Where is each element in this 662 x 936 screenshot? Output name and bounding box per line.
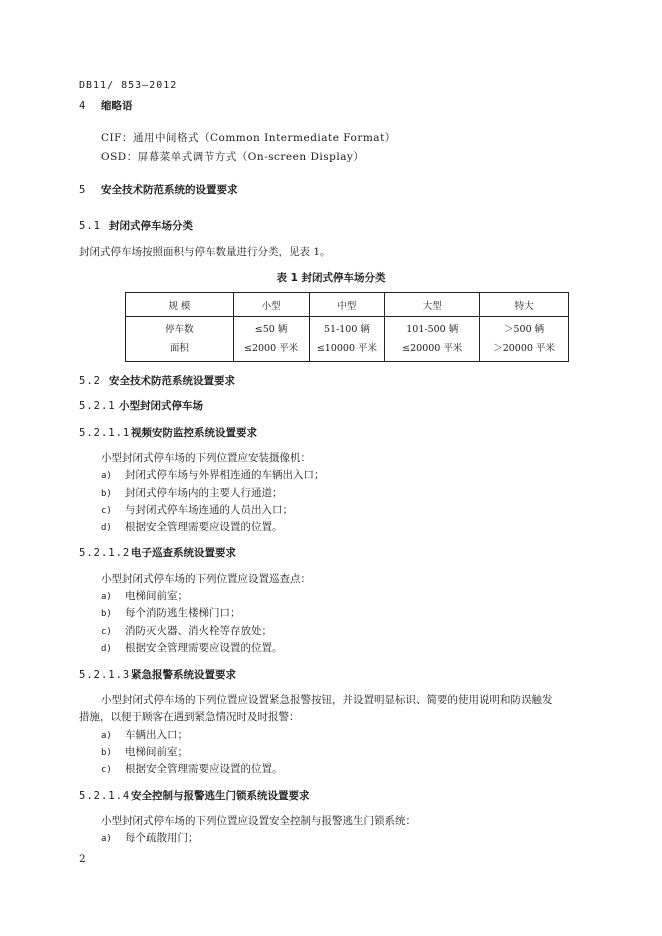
- section-title: 缩略语: [101, 100, 133, 112]
- list-text: 电梯间前室；: [125, 590, 188, 602]
- list-text: 根据安全管理需要应设置的位置。: [125, 521, 283, 533]
- section-number: 5.2.1: [79, 400, 116, 412]
- table-cell-value: ≤2000 平米: [243, 343, 299, 354]
- section-title: 视频安防监控系统设置要求: [131, 427, 257, 439]
- section-title: 电子巡查系统设置要求: [131, 547, 236, 559]
- list-item: [101, 485, 283, 500]
- section-5-1-paragraph: 封闭式停车场按照面积与停车数量进行分类，见表 1。: [79, 246, 331, 258]
- section-5-1-heading: [79, 218, 193, 233]
- table-header-row: [126, 293, 569, 317]
- section-title: 安全技术防范系统的设置要求: [101, 184, 238, 196]
- table-row-labels: [126, 317, 234, 362]
- section-number: 5.2.1.3: [79, 669, 131, 681]
- list-item: [101, 588, 188, 603]
- list-text: 根据安全管理需要应设置的位置。: [125, 763, 283, 775]
- classification-table: [125, 292, 569, 362]
- table-cell-value: ≤50 辆: [254, 324, 288, 335]
- section-5-2-1-3-intro-line-1: 小型封闭式停车场的下列位置应设置紧急报警按钮，并设置明显标识、简要的使用说明和防误触发: [101, 694, 553, 706]
- section-number: 5.1: [79, 220, 101, 232]
- table-cell-value: 101-500 辆: [406, 324, 459, 335]
- row-label-area: 面积: [169, 343, 189, 354]
- list-marker: a): [101, 592, 112, 602]
- list-text: 封闭式停车场与外界相连通的车辆出入口；: [125, 469, 325, 481]
- section-5-2-1-2-heading: [79, 545, 236, 560]
- table-body-row: [126, 317, 569, 362]
- table-cell-large: [385, 317, 480, 362]
- list-text: 封闭式停车场内的主要人行通道；: [125, 487, 283, 499]
- list-item: [101, 727, 188, 742]
- section-5-2-1-1-heading: [79, 425, 257, 440]
- section-title: 小型封闭式停车场: [119, 400, 203, 412]
- table-header-cell: 小型: [233, 293, 309, 317]
- section-5-2-1-1-intro: 小型封闭式停车场的下列位置应安装摄像机：: [101, 452, 311, 464]
- section-5-heading: [79, 182, 238, 197]
- list-marker: d): [101, 523, 112, 533]
- section-5-2-1-3-heading: [79, 667, 236, 682]
- section-5-2-1-2-intro: 小型封闭式停车场的下列位置应设置巡查点：: [101, 573, 311, 585]
- section-5-2-1-4-intro: 小型封闭式停车场的下列位置应设置安全控制与报警逃生门锁系统：: [101, 815, 416, 827]
- table-cell-value: ≤10000 平米: [316, 343, 378, 354]
- list-item: [101, 502, 293, 517]
- list-item: [101, 519, 283, 534]
- table-header-cell: 大型: [385, 293, 480, 317]
- table-cell-value: 51-100 辆: [323, 324, 370, 335]
- section-5-2-1-heading: [79, 398, 203, 413]
- list-text: 根据安全管理需要应设置的位置。: [125, 642, 283, 654]
- list-text: 每个疏散用门；: [125, 832, 199, 844]
- list-marker: b): [101, 489, 112, 499]
- abbreviation-cif: CIF：通用中间格式（Common Intermediate Format）: [101, 132, 396, 144]
- section-number: 5.2: [79, 375, 101, 387]
- list-item: [101, 640, 283, 655]
- list-text: 车辆出入口；: [125, 729, 188, 741]
- row-label-parking-count: 停车数: [165, 324, 194, 335]
- table-cell-medium: [309, 317, 385, 362]
- table-cell-value: ≤20000 平米: [402, 343, 463, 354]
- section-title: 封闭式停车场分类: [109, 220, 193, 232]
- list-text: 消防灭火器、消火栓等存放处；: [125, 625, 272, 637]
- section-5-2-1-4-heading: [79, 788, 310, 803]
- list-marker: a): [101, 471, 112, 481]
- table-cell-value: ＞500 辆: [504, 324, 545, 335]
- section-number: 4: [79, 100, 87, 112]
- section-5-2-1-3-intro-line-2: 措施，以便于顾客在遇到紧急情况时及时报警：: [79, 711, 300, 723]
- list-marker: b): [101, 748, 112, 758]
- table-header-cell: 特大: [480, 293, 569, 317]
- list-marker: a): [101, 834, 112, 844]
- list-text: 与封闭式停车场连通的人员出入口；: [125, 504, 293, 516]
- table-cell-small: [233, 317, 309, 362]
- table-1-caption: 表 1 封闭式停车场分类: [276, 272, 386, 284]
- list-marker: b): [101, 609, 112, 619]
- page-number: 2: [79, 853, 86, 865]
- document-code: DB11/ 853—2012: [79, 80, 178, 91]
- section-title: 紧急报警系统设置要求: [131, 669, 236, 681]
- section-number: 5.2.1.4: [79, 790, 131, 802]
- list-marker: c): [101, 506, 112, 516]
- list-item: [101, 830, 199, 845]
- list-item: [101, 605, 241, 620]
- list-text: 每个消防逃生楼梯门口；: [125, 607, 241, 619]
- list-marker: d): [101, 644, 112, 654]
- section-5-2-heading: [79, 373, 235, 388]
- list-item: [101, 761, 283, 776]
- section-title: 安全技术防范系统设置要求: [109, 375, 235, 387]
- list-marker: c): [101, 627, 112, 637]
- abbreviation-osd: OSD：屏幕菜单式调节方式（On-screen Display）: [101, 151, 365, 163]
- table-cell-value: ＞20000 平米: [493, 343, 555, 354]
- table-header-cell: 中型: [309, 293, 385, 317]
- section-title: 安全控制与报警逃生门锁系统设置要求: [131, 790, 310, 802]
- list-item: [101, 467, 325, 482]
- list-marker: c): [101, 765, 112, 775]
- list-marker: a): [101, 731, 112, 741]
- section-number: 5.2.1.2: [79, 547, 131, 559]
- table-header-cell: 规 模: [126, 293, 234, 317]
- section-number: 5: [79, 184, 87, 196]
- section-number: 5.2.1.1: [79, 427, 131, 439]
- table-cell-extra-large: [480, 317, 569, 362]
- list-item: [101, 623, 272, 638]
- section-4-heading: [79, 98, 133, 113]
- list-item: [101, 744, 188, 759]
- list-text: 电梯间前室；: [125, 746, 188, 758]
